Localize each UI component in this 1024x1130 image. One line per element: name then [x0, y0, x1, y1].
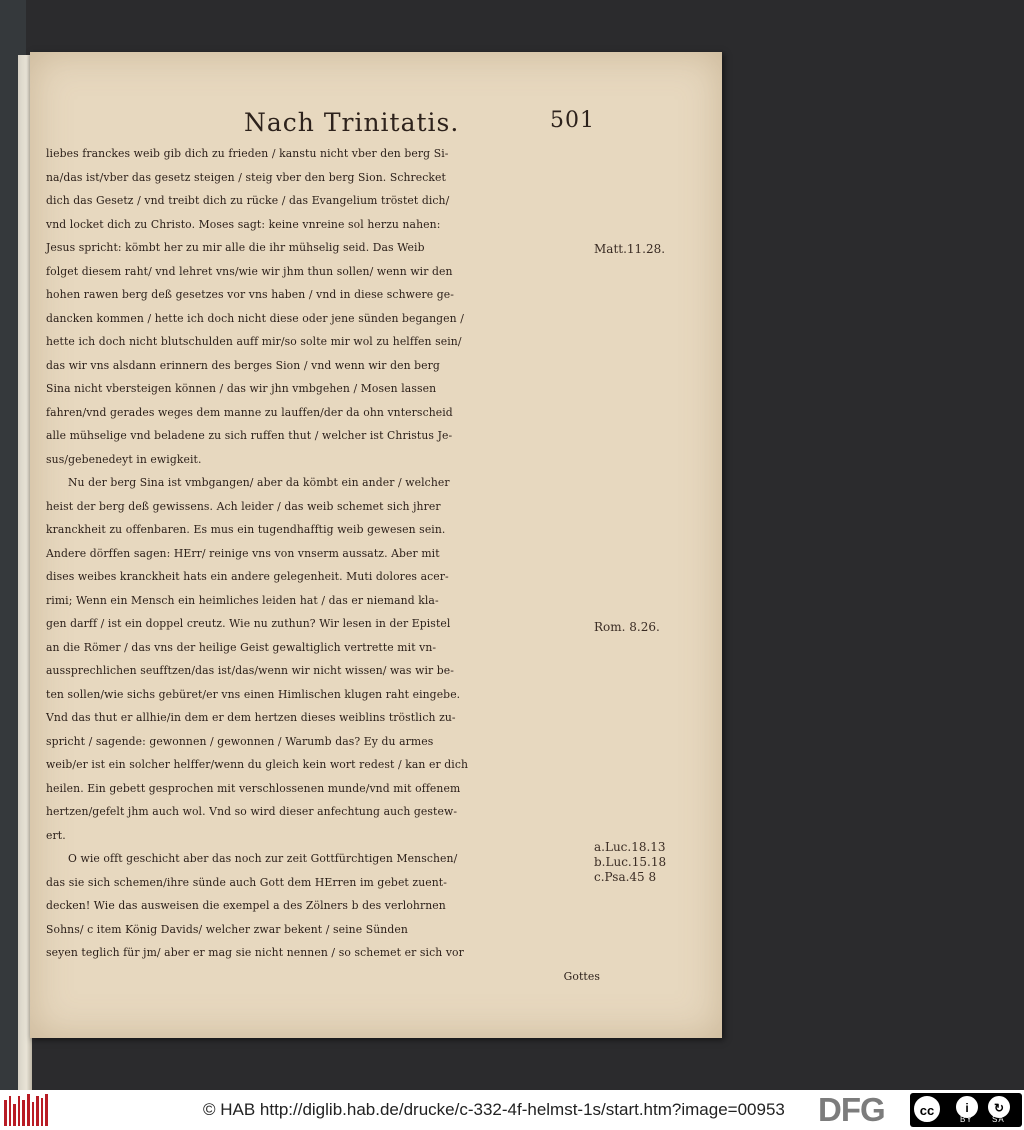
- by-label: BY: [960, 1115, 973, 1124]
- text-line: spricht / sagende: gewonnen / gewonnen / Warumb das? Ey du armes: [46, 734, 434, 748]
- marginal-note: Rom. 8.26.: [594, 620, 660, 634]
- marginal-note: Matt.11.28.: [594, 242, 666, 256]
- text-line: decken! Wie das ausweisen die exempel a des Zölners b des verlohrnen: [46, 899, 446, 912]
- hab-logo-icon: [4, 1094, 48, 1126]
- text-line: hohen rawen berg deß gesetzes vor vns haben / vnd in diese schwere ge-: [46, 288, 454, 301]
- text-line: alle mühselige vnd beladene zu sich ruffen thut / welcher ist Christus Je-: [46, 429, 453, 442]
- text-line: folget diesem raht/ vnd lehret vns/wie wir jhm thun sollen/ wenn wir den: [46, 264, 453, 278]
- text-line: kranckheit zu offenbaren. Es mus ein tugendhafftig weib gewesen sein.: [46, 523, 446, 536]
- marginal-note: c.Psa.45 8: [594, 870, 657, 884]
- body-text: [46, 142, 606, 988]
- text-line: hette ich doch nicht blutschulden auff mir/so solte mir wol zu helffen sein/: [46, 335, 462, 348]
- catchword: Gottes: [563, 969, 600, 983]
- text-line: dancken kommen / hette ich doch nicht diese oder jene sünden begangen /: [46, 311, 464, 325]
- text-line: fahren/vnd gerades weges dem manne zu lauffen/der da ohn vnterscheid: [46, 405, 453, 419]
- text-line: O wie offt geschicht aber das noch zur zeit Gottfürchtigen Menschen/: [68, 852, 458, 865]
- text-line: das sie sich schemen/ihre sünde auch Gott dem HErren im gebet zuent-: [46, 875, 447, 889]
- by-person-icon: i: [956, 1096, 978, 1118]
- text-line: seyen teglich für jm/ aber er mag sie nicht nennen / so schemet er sich vor: [46, 946, 464, 959]
- text-line: hertzen/gefelt jhm auch wol. Vnd so wird dieser anfechtung auch gestew-: [46, 805, 458, 818]
- text-line: ten sollen/wie sichs gebüret/er vns einen Himlischen klugen raht eingebe.: [46, 687, 461, 701]
- text-line: heist der berg deß gewissens. Ach leider / das weib schemet sich jhrer: [46, 499, 441, 513]
- sa-label: SA: [992, 1115, 1005, 1124]
- text-line: heilen. Ein gebett gesprochen mit verschlossenen munde/vnd mit offenem: [46, 781, 461, 795]
- cc-icon: cc: [914, 1096, 940, 1122]
- text-line: Nu der berg Sina ist vmbgangen/ aber da kömbt ein ander / welcher: [68, 476, 450, 489]
- marginal-note: b.Luc.15.18: [594, 855, 667, 869]
- text-line: Sina nicht vbersteigen können / das wir jhn vmbgehen / Mosen lassen: [46, 382, 437, 395]
- running-title: Nach Trinitatis.: [244, 108, 460, 137]
- text-line: Jesus spricht: kömbt her zu mir alle die ihr mühselig seid. Das Weib: [46, 241, 425, 254]
- text-line: aussprechlichen seufftzen/das ist/das/wenn wir nicht wissen/ was wir be-: [46, 664, 455, 677]
- text-line: an die Römer / das vns der heilige Geist gewaltiglich vertrette mit vn-: [46, 640, 437, 654]
- dfg-logo: DFG: [818, 1091, 885, 1128]
- footer-bar: [0, 1090, 1024, 1130]
- text-line: ert.: [46, 828, 66, 842]
- cc-by-sa-badge[interactable]: [910, 1093, 1022, 1127]
- text-line: Sohns/ c item König Davids/ welcher zwar bekent / seine Sünden: [46, 922, 408, 936]
- text-line: gen darff / ist ein doppel creutz. Wie nu zuthun? Wir lesen in der Epistel: [46, 617, 451, 630]
- page-number: 501: [550, 108, 595, 133]
- text-line: liebes franckes weib gib dich zu frieden / kanstu nicht vber den berg Si-: [46, 147, 449, 160]
- text-line: rimi; Wenn ein Mensch ein heimliches leiden hat / das er niemand kla-: [46, 593, 439, 607]
- text-line: weib/er ist ein solcher helffer/wenn du gleich kein wort redest / kan er dich: [46, 758, 469, 771]
- text-line: vnd locket dich zu Christo. Moses sagt: keine vnreine sol herzu nahen:: [46, 217, 441, 231]
- marginal-note: a.Luc.18.13: [594, 840, 666, 854]
- text-line: dises weibes kranckheit hats ein andere gelegenheit. Muti dolores acer-: [46, 570, 449, 583]
- text-line: Andere dörffen sagen: HErr/ reinige vns von vnserm aussatz. Aber mit: [46, 546, 440, 560]
- text-line: sus/gebenedeyt in ewigkeit.: [46, 452, 202, 466]
- text-line: dich das Gesetz / vnd treibt dich zu rücke / das Evangelium tröstet dich/: [46, 194, 450, 207]
- scanned-page: [30, 52, 722, 1038]
- text-line: das wir vns alsdann erinnern des berges Sion / vnd wenn wir den berg: [46, 358, 440, 372]
- marginalia: [594, 52, 720, 1038]
- copyright-link[interactable]: © HAB http://diglib.hab.de/drucke/c-332-4f-helmst-1s/start.htm?image=00953: [203, 1100, 785, 1119]
- text-line: na/das ist/vber das gesetz steigen / steig vber den berg Sion. Schrecket: [46, 170, 446, 184]
- text-line: Vnd das thut er allhie/in dem er dem hertzen dieses weiblins tröstlich zu-: [46, 711, 456, 724]
- share-alike-icon: ↻: [988, 1096, 1010, 1118]
